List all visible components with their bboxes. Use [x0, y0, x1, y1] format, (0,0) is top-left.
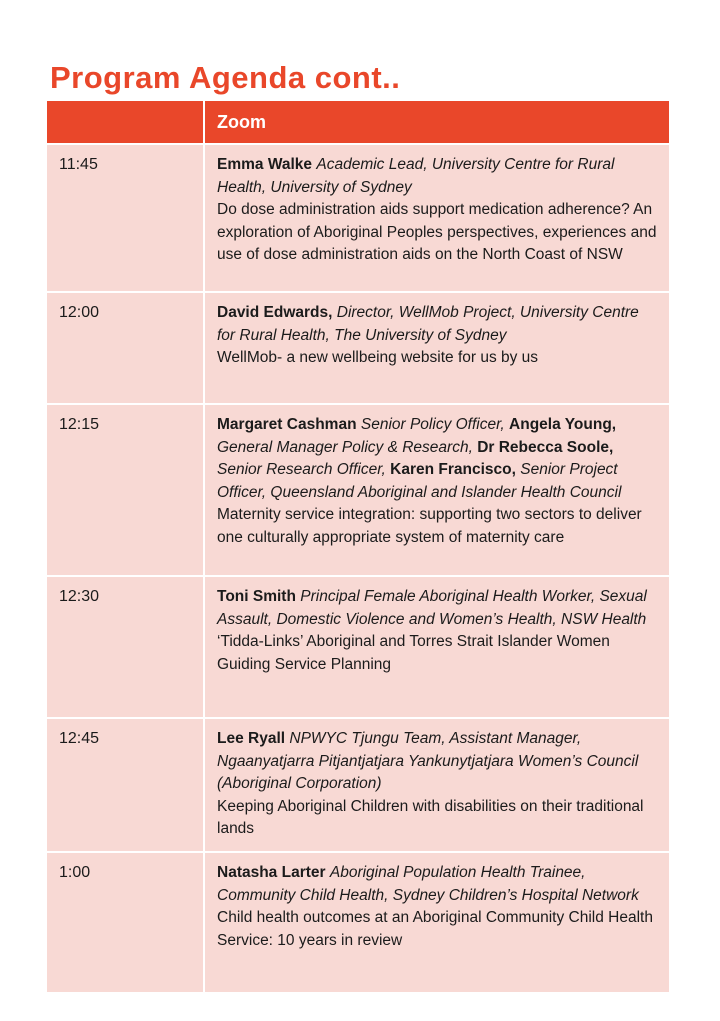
- agenda-time: 12:30: [59, 588, 100, 605]
- page-title: Program Agenda cont..: [50, 60, 401, 95]
- agenda-time-cell: [47, 292, 204, 404]
- speaker-name: Karen Francisco,: [390, 461, 516, 479]
- agenda-session-cell: [204, 576, 669, 718]
- agenda-time: 11:45: [59, 156, 98, 173]
- agenda-time: 1:00: [59, 864, 91, 881]
- speaker-role: General Manager Policy & Research,: [217, 438, 473, 456]
- agenda-row: [47, 144, 669, 292]
- talk-title: Do dose administration aids support medication adherence? An exploration of Aboriginal Peoples perspectives, experiences and use of dose administration aids on the North Coast of NSW: [217, 201, 657, 264]
- agenda-time: 12:15: [59, 416, 100, 433]
- speaker-block: [217, 588, 647, 628]
- talk-title: Keeping Aboriginal Children with disabilities on their traditional lands: [217, 797, 644, 838]
- speaker-role: Senior Project Officer, Queensland Aboriginal and Islander Health Council: [217, 461, 622, 501]
- speaker-name: David Edwards,: [217, 304, 333, 321]
- speaker-name: Natasha Larter: [217, 864, 326, 881]
- speaker-name: Margaret Cashman: [217, 416, 357, 433]
- speaker-role: NPWYC Tjungu Team, Assistant Manager, Ngaanyatjarra Pitjantjatjara Yankunytjatjara Women’s Council (Aboriginal Corporation): [217, 730, 639, 793]
- agenda-time-cell: [47, 718, 204, 852]
- agenda-row: [47, 576, 669, 718]
- agenda-session-cell: [204, 852, 669, 992]
- agenda-rows: [47, 144, 669, 992]
- agenda-time-cell: [47, 852, 204, 992]
- table-header-row: [47, 101, 669, 144]
- speaker-role: Director, WellMob Project, University Centre for Rural Health, The University of Sydney: [217, 304, 639, 344]
- speaker-role: Principal Female Aboriginal Health Worker, Sexual Assault, Domestic Violence and Women’s Health, NSW Health: [217, 588, 647, 628]
- speaker-block: [217, 416, 621, 501]
- speaker-role: Aboriginal Population Health Trainee, Community Child Health, Sydney Children’s Hospital Network: [217, 864, 639, 904]
- speaker-name: Emma Walke: [217, 156, 313, 173]
- agenda-time-cell: [47, 404, 204, 576]
- speaker-block: [217, 730, 638, 792]
- speaker-role: Academic Lead, University Centre for Rural Health, University of Sydney: [217, 156, 615, 196]
- agenda-session-cell: [204, 718, 669, 852]
- speaker-name: Angela Young,: [509, 416, 617, 433]
- talk-title: Maternity service integration: supporting two sectors to deliver one culturally appropriate system of maternity care: [217, 506, 642, 546]
- time-column-header: [47, 101, 204, 144]
- speaker-name: Toni Smith: [217, 588, 296, 605]
- agenda-row: [47, 292, 669, 404]
- speaker-role: Senior Policy Officer,: [360, 416, 505, 433]
- speaker-block: [217, 156, 614, 196]
- talk-title: ‘Tidda-Links’ Aboriginal and Torres Strait Islander Women Guiding Service Planning: [217, 633, 610, 673]
- speaker-name: Dr Rebecca Soole,: [477, 438, 614, 456]
- agenda-time: 12:45: [59, 730, 100, 747]
- agenda-row: [47, 852, 669, 992]
- agenda-time-cell: [47, 144, 204, 292]
- agenda-session-cell: [204, 144, 669, 292]
- agenda-row: [47, 718, 669, 852]
- speaker-block: [217, 864, 639, 904]
- agenda-session-cell: [204, 292, 669, 404]
- talk-title: Child health outcomes at an Aboriginal Community Child Health Service: 10 years in review: [217, 909, 653, 949]
- agenda-table: [47, 101, 669, 992]
- agenda-session-cell: [204, 404, 669, 576]
- speaker-block: [217, 304, 639, 344]
- talk-title: WellMob- a new wellbeing website for us by us: [217, 349, 539, 367]
- agenda-time-cell: [47, 576, 204, 718]
- agenda-row: [47, 404, 669, 576]
- speaker-role: Senior Research Officer,: [217, 461, 386, 479]
- agenda-time: 12:00: [59, 304, 100, 321]
- speaker-name: Lee Ryall: [217, 730, 286, 747]
- session-column-header: Zoom: [204, 101, 669, 144]
